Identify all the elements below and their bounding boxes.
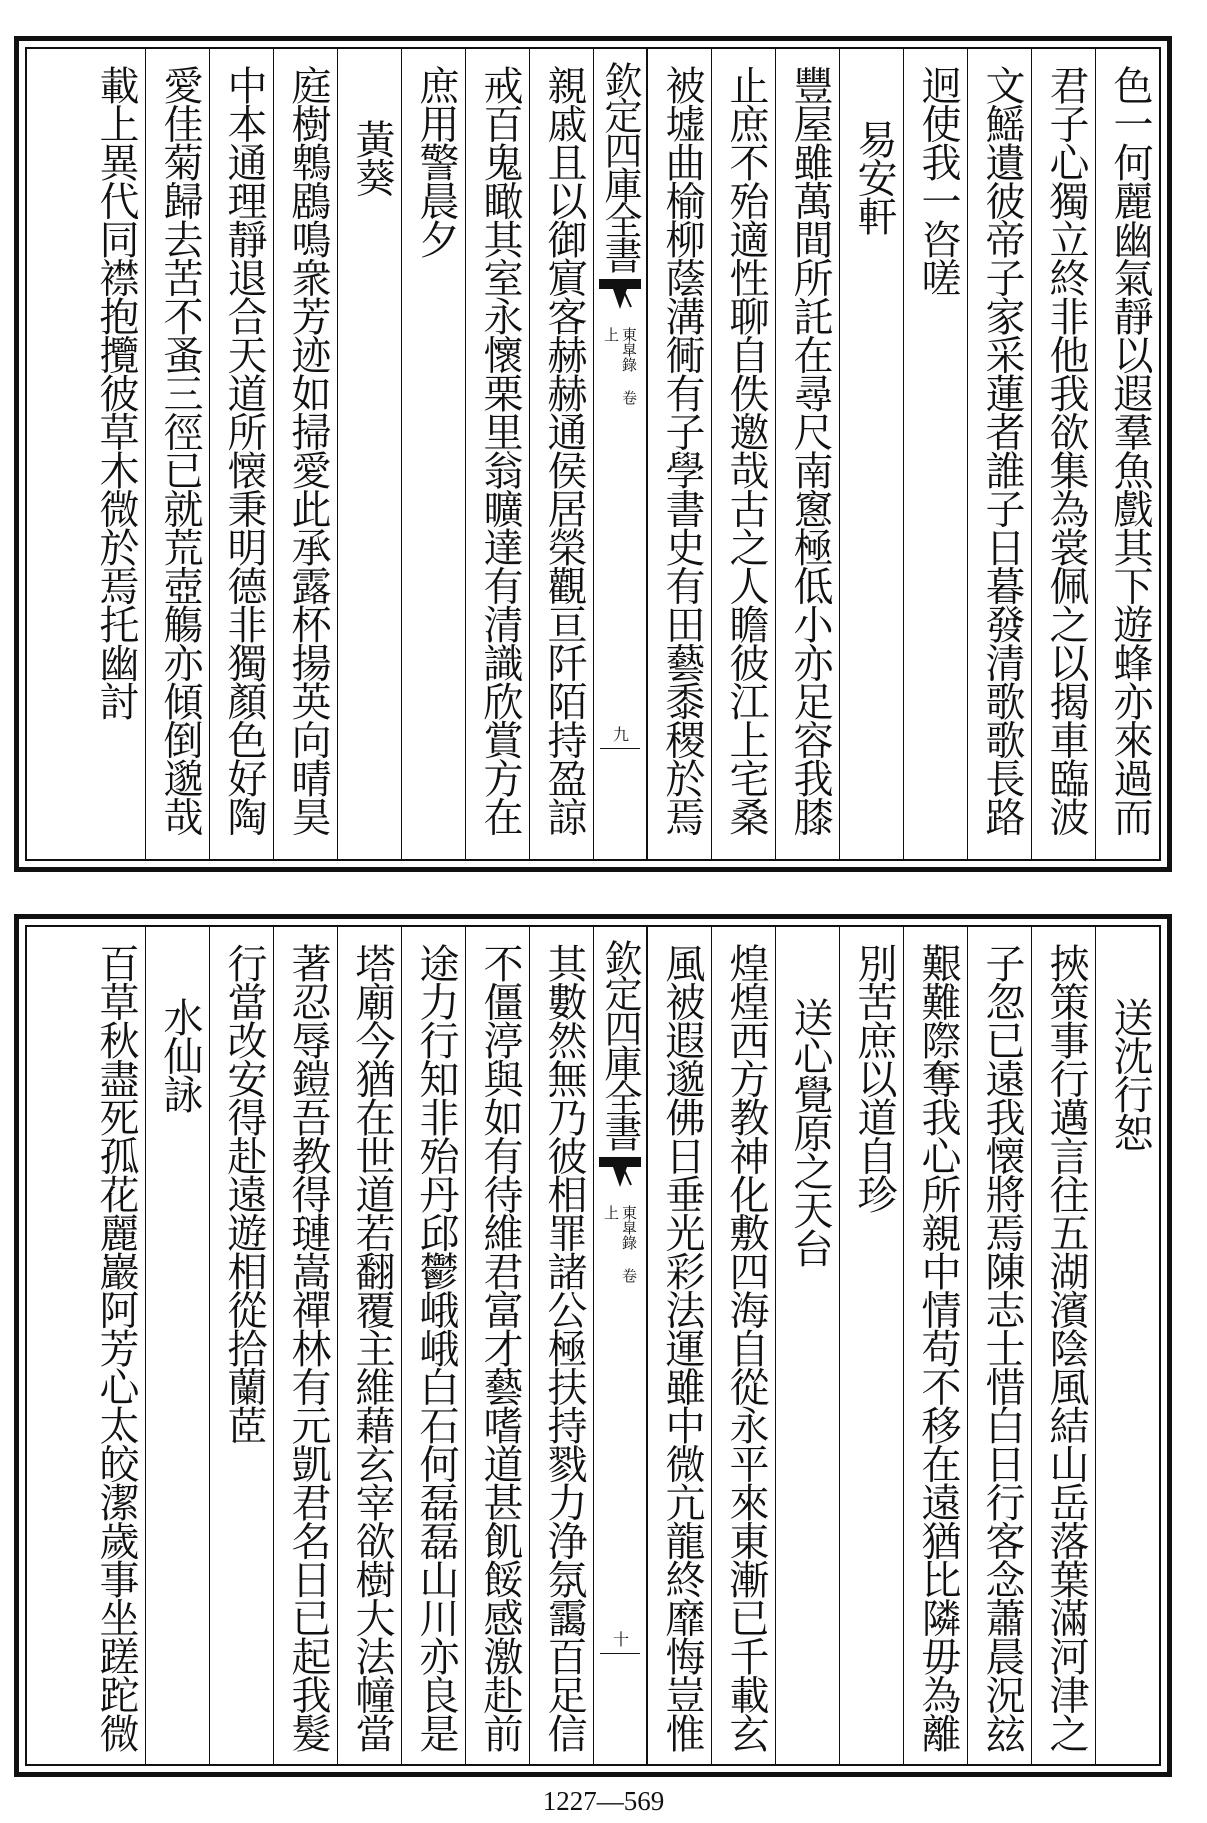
text-column: 行當改安得赴遠遊相從拾蘭茝 [209,927,273,1764]
chapter-label: 東皐錄 卷上 [602,327,638,405]
text-column: 途力行知非殆丹邱鬱峨峨白石何磊磊山川亦良是 [401,927,465,1764]
text-column: 不僵渟與如有待維君富才藝嗜道甚飢餒感激赴前 [465,927,529,1764]
text-column: 塔廟今猶在世道若翻覆主維藉玄宰欲樹大法幢當 [337,927,401,1764]
text-column: 艱難際奪我心所親中情苟不移在遠猶比隣毋為離 [903,927,967,1764]
center-fold-strip [593,927,647,1764]
text-column: 著忍辱鎧吾教得璉嵩禪林有元凱君名日已起我髮 [273,927,337,1764]
fish-tail-ornament-icon [597,277,643,311]
text-column: 豐屋雖萬間所託在尋尺南窻極低小亦足容我膝 [775,49,839,859]
text-column: 止庶不殆適性聊自佚邀哉古之人瞻彼江上宅桑 [711,49,775,859]
text-column: 親戚且以御賔客赫赫通侯居榮觀亘阡陌持盈諒 [529,49,593,859]
page-footer-number: 1227—569 [542,1786,665,1816]
text-column: 風被遐邈佛日垂光彩法運雖中微亢龍終靡悔豈惟 [647,927,711,1764]
page-number: 九 [610,726,630,742]
poem-title: 黃葵 [337,49,401,859]
chapter-label: 東皐錄 卷上 [602,1205,638,1283]
book-title: 欽定四庫全書 [598,939,642,1149]
text-column: 愛佳菊歸去苦不蚤三徑已就荒壺觴亦傾倒邈哉 [145,49,209,859]
text-column: 中本通理靜退合天道所懐秉明德非獨顏色好陶 [209,49,273,859]
text-column: 百草秋盡死孤花麗巖阿芳心太皎潔歲事坐蹉跎微 [93,943,139,1752]
text-column: 迥使我一咨嗟 [903,49,967,859]
top-page-columns [25,47,1161,861]
text-column: 庶用警晨夕 [401,49,465,859]
poem-title: 水仙詠 [145,927,209,1764]
text-column: 子忽已遠我懐將焉陳志士惜白日行客念蕭晨況玆 [967,927,1031,1764]
text-column: 色一何麗幽氣靜以遐羣魚戲其下遊蜂亦來過而 [1095,49,1159,859]
text-column: 載上異代同襟抱攬彼草木微於焉托幽討 [93,65,139,720]
text-column: 戒百鬼瞰其室永懷栗里翁曠達有清識欣賞方在 [465,49,529,859]
bottom-page [14,914,1172,1777]
text-column: 被墟曲榆柳蔭溝衕有子學書史有田藝黍稷於焉 [647,49,711,859]
divider [600,1653,640,1654]
top-page [14,36,1172,872]
fish-tail-ornament-icon [597,1155,643,1189]
page-number: 十 [610,1631,630,1647]
divider [600,748,640,749]
bottom-page-columns [25,925,1161,1766]
text-column: 君子心獨立終非他我欲集為裳佩之以揭車臨波 [1031,49,1095,859]
poem-title: 送沈行恕 [1095,927,1159,1764]
text-column: 庭樹鵯鶋鳴衆芳迹如掃愛此承露杯揚英向晴昊 [273,49,337,859]
text-column: 煌煌西方教神化敷四海自從永平來東漸已千載玄 [711,927,775,1764]
text-column: 別苦庶以道自珍 [839,927,903,1764]
book-title: 欽定四庫全書 [598,61,642,271]
center-fold-strip [593,49,647,859]
text-column: 文鰩遺彼帝子家采蓮者誰子日暮發清歌歌長路 [967,49,1031,859]
poem-title: 送心覺原之天台 [775,927,839,1764]
text-column: 其數然無乃彼相罪諸公極扶持戮力浄氛靄百足信 [529,927,593,1764]
text-column: 挾策事行邁言往五湖濱陰風結山岳落葉滿河津之 [1031,927,1095,1764]
poem-title: 易安軒 [839,49,903,859]
